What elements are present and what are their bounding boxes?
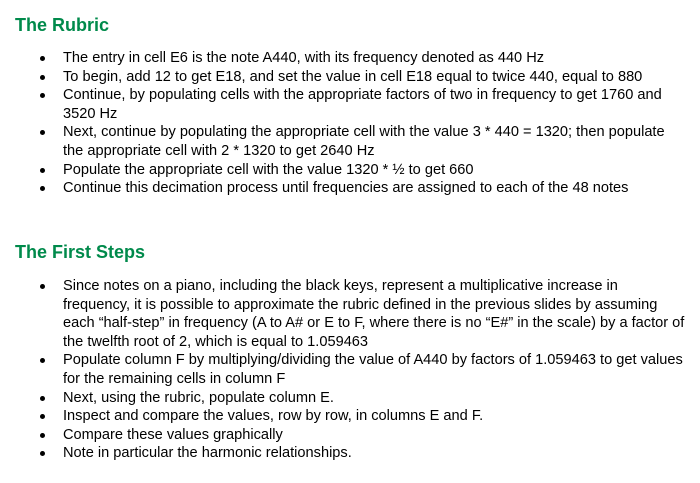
bullet-icon — [40, 396, 45, 401]
rubric-item-text: The entry in cell E6 is the note A440, with its frequency denoted as 440 Hz — [63, 50, 545, 66]
rubric-item-text: Populate the appropriate cell with the value 1320 * ½ to get 660 — [63, 161, 474, 178]
bullet-icon — [40, 93, 45, 98]
rubric-item — [0, 123, 700, 160]
bullet-icon — [40, 186, 45, 191]
rubric-list — [0, 49, 700, 198]
rubric-item-text: Continue, by populating cells with the appropriate factors of two in frequency to get 1760 and 3520 Hz — [63, 87, 662, 122]
bullet-icon — [40, 130, 45, 135]
first-steps-item-text: Populate column F by multiplying/dividing the value of A440 by factors of 1.059463 to get values for the remaining cells in column F — [63, 352, 683, 387]
first-steps-item — [0, 407, 700, 426]
rubric-item — [0, 179, 700, 198]
bullet-icon — [40, 168, 45, 173]
first-steps-section — [0, 241, 700, 463]
first-steps-item-text: Compare these values graphically — [63, 426, 283, 443]
first-steps-item — [0, 444, 700, 463]
first-steps-item — [0, 389, 700, 408]
first-steps-item — [0, 277, 700, 351]
rubric-item-text: To begin, add 12 to get E18, and set the value in cell E18 equal to twice 440, equal to 880 — [63, 68, 643, 85]
rubric-section — [0, 14, 700, 198]
first-steps-list — [0, 277, 700, 463]
rubric-item — [0, 49, 700, 68]
bullet-icon — [40, 56, 45, 61]
rubric-heading: The Rubric — [15, 15, 110, 35]
bullet-icon — [40, 451, 45, 456]
first-steps-item-text: Inspect and compare the values, row by row, in columns E and F. — [63, 408, 484, 425]
first-steps-item — [0, 426, 700, 445]
rubric-item-text: Next, continue by populating the appropriate cell with the value 3 * 440 = 1320; then populate the appropriate cell with 2 * 1320 to get 2640 Hz — [63, 124, 665, 159]
first-steps-item — [0, 351, 700, 388]
bullet-icon — [40, 358, 45, 363]
first-steps-item-text: Since notes on a piano, including the black keys, represent a multiplicative increase in frequency, it is possible to approximate the rubric defined in the previous slides by assuming each “half-step” in frequency (A to A# or E to F, where there is no “E#” in the scale) by a factor of the twelfth root of 2, which is equal to 1.059463 — [63, 278, 685, 350]
rubric-item — [0, 68, 700, 87]
rubric-item — [0, 86, 700, 123]
rubric-item — [0, 161, 700, 180]
bullet-icon — [40, 284, 45, 289]
first-steps-heading: The First Steps — [15, 242, 146, 262]
first-steps-item-text: Note in particular the harmonic relationships. — [63, 445, 352, 462]
bullet-icon — [40, 75, 45, 80]
first-steps-item-text: Next, using the rubric, populate column E. — [63, 389, 334, 406]
rubric-item-text: Continue this decimation process until frequencies are assigned to each of the 48 notes — [63, 180, 629, 197]
bullet-icon — [40, 433, 45, 438]
bullet-icon — [40, 414, 45, 419]
